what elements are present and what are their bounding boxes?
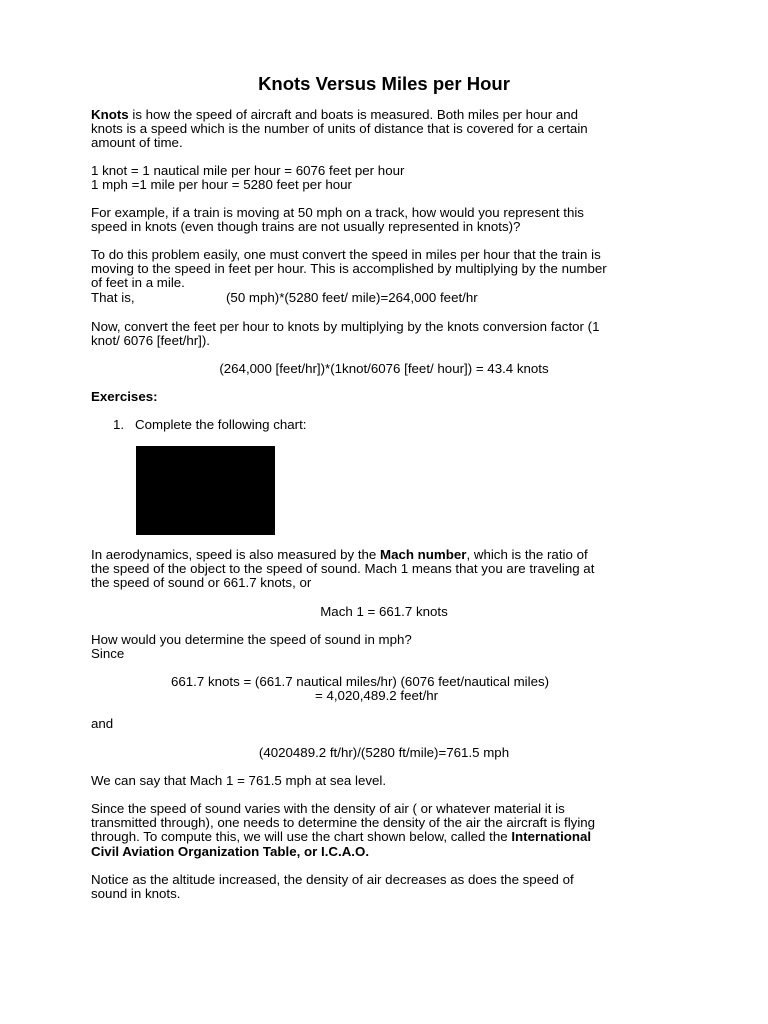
mach-number-term: Mach number [380,547,467,562]
notice-line-2: sound in knots. [91,886,181,902]
density-line-2: transmitted through), one needs to determine the density of the air the aircraft is flying [91,815,596,831]
density-paragraph [91,802,683,859]
method-line-2: moving to the speed in feet per hour. This is accomplished by multiplying by the number [91,261,607,277]
train-formula: (50 mph)*(5280 feet/ mile)=264,000 feet/hr [226,289,478,305]
intro-line-3: amount of time. [91,135,183,151]
density-line-1: Since the speed of sound varies with the density of air ( or whatever material it is [91,801,565,816]
density-line-4 [91,845,683,859]
example-paragraph [91,206,683,234]
intro-paragraph [91,108,683,151]
exercise-text: Complete the following chart: [135,417,307,432]
mach-line-2: the speed of the object to the speed of sound. Mach 1 means that you are traveling at [91,561,595,577]
page-title: Knots Versus Miles per Hour [258,73,510,94]
mach-formula: Mach 1 = 661.7 knots [320,604,448,619]
icao-term-2: Civil Aviation Organization Table, or I.C.A.O. [91,843,370,859]
example-line-1: For example, if a train is moving at 50 mph on a track, how would you represent this [91,205,584,220]
sound-question [91,633,683,661]
mach-line-3: the speed of sound or 661.7 knots, or [91,575,312,591]
redacted-chart [136,446,275,535]
density-line-3: through. To compute this, we will use the chart shown below, called the International [91,829,592,845]
intro-line-1: Knots is how the speed of aircraft and boats is measured. Both miles per hour and [91,107,579,122]
exercise-number: 1. [113,417,125,432]
question-line: How would you determine the speed of sound in mph? [91,632,412,647]
example-line-2: speed in knots (even though trains are not usually represented in knots)? [91,219,521,235]
notice-line-1: Notice as the altitude increased, the density of air decreases as does the speed of [91,872,574,887]
mach-line-1: In aerodynamics, speed is also measured by the Mach number, which is the ratio of [91,547,588,562]
definitions [91,164,683,192]
method-line-3: of feet in a mile. [91,275,185,291]
knots-term: Knots [91,107,129,122]
knots-formula: (264,000 [feet/hr])*(1knot/6076 [feet/ hour]) = 43.4 knots [219,361,549,376]
exercises-heading: Exercises: [91,389,158,404]
convert-paragraph [91,320,683,348]
mph-definition: 1 mph =1 mile per hour = 5280 feet per hour [91,177,352,193]
intro-line-2: knots is a speed which is the number of units of distance that is covered for a certain [91,121,588,137]
sound-formula-3: (4020489.2 ft/hr)/(5280 ft/mile)=761.5 mph [258,745,510,760]
knot-definition: 1 knot = 1 nautical mile per hour = 6076 feet per hour [91,163,405,178]
conclusion-line: We can say that Mach 1 = 761.5 mph at sea level. [91,773,387,788]
notice-paragraph [91,873,683,901]
method-formula-line [91,291,683,305]
method-paragraph [91,248,683,305]
mach-paragraph [91,548,683,591]
since-line: Since [91,646,125,662]
that-is-label: That is, [91,289,135,305]
convert-line-2: knot/ 6076 [feet/hr]). [91,333,211,349]
icao-term-1: International [511,829,592,845]
convert-line-1: Now, convert the feet per hour to knots by multiplying by the knots conversion factor (1 [91,319,600,334]
exercise-item-1 [113,418,705,432]
method-line-1: To do this problem easily, one must convert the speed in miles per hour that the train is [91,247,601,262]
sound-formula-2: = 4,020,489.2 feet/hr [315,688,439,703]
and-label: and [91,716,114,731]
sound-formula-1: 661.7 knots = (661.7 nautical miles/hr) (6076 feet/nautical miles) [171,674,550,689]
